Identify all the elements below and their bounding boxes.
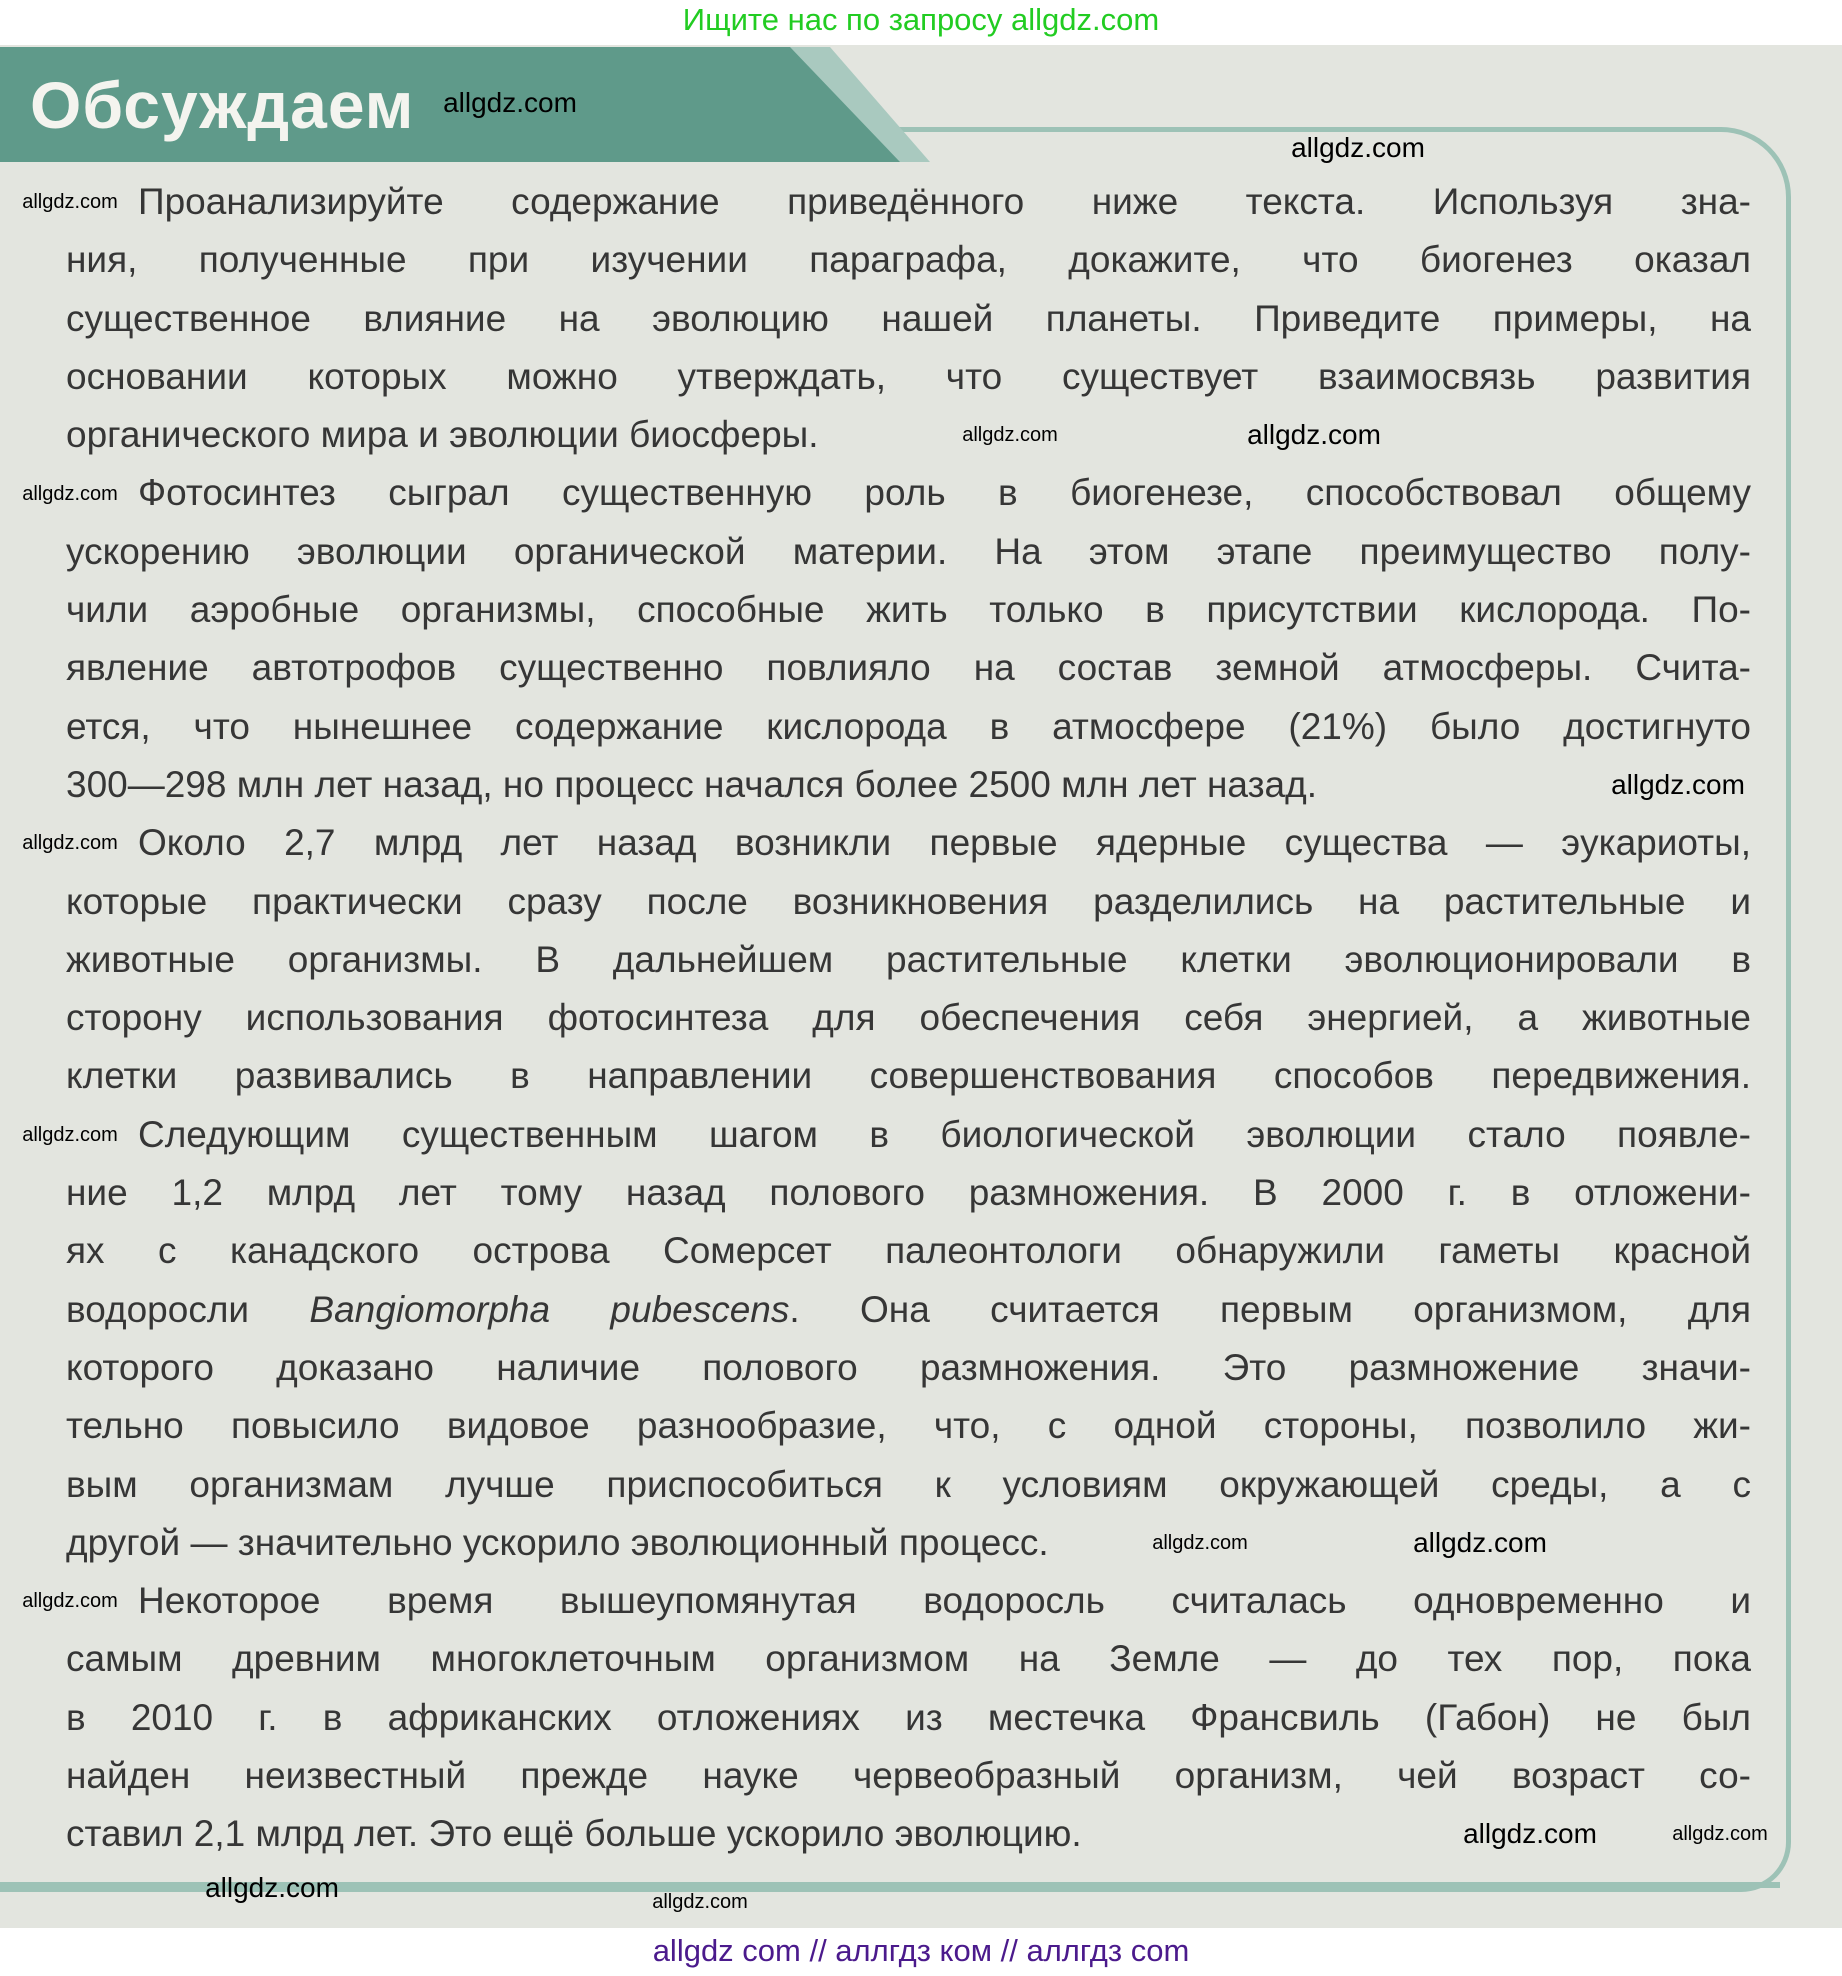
watermark: allgdz.com [962, 424, 1058, 446]
watermark: allgdz.com [1413, 1527, 1547, 1558]
watermark: allgdz.com [205, 1872, 339, 1903]
watermark: allgdz.com [1463, 1818, 1597, 1849]
watermark: allgdz.com [1152, 1532, 1248, 1554]
text-line: тельно повысило видовое разнообразие, что, с одной стороны, позволило жи- [66, 1405, 1751, 1447]
text-line: Фотосинтез сыграл существенную роль в биогенезе, способствовал общему [138, 472, 1751, 514]
text-line: Следующим существенным шагом в биологической эволюции стало появле- [138, 1113, 1751, 1155]
watermark: allgdz.com [22, 1124, 118, 1146]
watermark: allgdz.com [1247, 419, 1381, 450]
text-line: ставил 2,1 млрд лет. Это ещё больше ускорило эволюцию. [66, 1813, 1082, 1855]
text-line: сторону использования фотосинтеза для обеспечения себя энергией, а животные [66, 997, 1751, 1039]
watermark: allgdz.com [1672, 1823, 1768, 1845]
text-line [66, 1281, 1751, 1339]
text-line: которого доказано наличие полового размножения. Это размножение значи- [66, 1346, 1751, 1388]
text-line: самым древним многоклеточным организмом на Земле — до тех пор, пока [66, 1638, 1751, 1680]
text-line: Около 2,7 млрд лет назад возникли первые ядерные существа — эукариоты, [138, 822, 1751, 864]
watermark: allgdz.com [652, 1891, 748, 1913]
text-line: явление автотрофов существенно повлияло на состав земной атмосферы. Счита- [66, 647, 1751, 689]
body-text [66, 173, 1751, 1864]
species-name: Bangiomorpha pubescens [309, 1288, 790, 1330]
text-line: найден неизвестный прежде науке червеобразный организм, чей возраст со- [66, 1755, 1751, 1797]
section-title: Обсуждаем [30, 68, 415, 142]
text-line: основании которых можно утверждать, что существует взаимосвязь развития [66, 355, 1751, 397]
text-line: ется, что нынешнее содержание кислорода в атмосфере (21%) было достигнуто [66, 705, 1751, 747]
watermark: allgdz.com [22, 1590, 118, 1612]
text-line: 300—298 млн лет назад, но процесс начался более 2500 млн лет назад. [66, 763, 1317, 805]
watermark: allgdz.com [22, 191, 118, 213]
text-line: клетки развивались в направлении совершенствования способов передвижения. [66, 1055, 1751, 1097]
text-line: другой — значительно ускорило эволюционный процесс. [66, 1521, 1049, 1563]
textbook-page [0, 45, 1842, 1928]
watermark: allgdz.com [22, 483, 118, 505]
watermark: allgdz.com [443, 87, 577, 118]
text-segment: . Она считается первым организмом, для [789, 1288, 1751, 1330]
text-line: животные организмы. В дальнейшем растительные клетки эволюционировали в [66, 938, 1751, 980]
watermark: allgdz.com [1611, 769, 1745, 800]
text-line: которые практически сразу после возникновения разделились на растительные и [66, 880, 1751, 922]
watermark: allgdz.com [1291, 132, 1425, 163]
text-line: Проанализируйте содержание приведённого ниже текста. Используя зна- [138, 181, 1751, 222]
text-line: чили аэробные организмы, способные жить только в присутствии кислорода. По- [66, 589, 1751, 631]
text-line: ускорению эволюции органической материи. На этом этапе преимущество полу- [66, 530, 1751, 572]
text-line: ях с канадского острова Сомерсет палеонтологи обнаружили гаметы красной [66, 1230, 1751, 1272]
text-line: органического мира и эволюции биосферы. [66, 414, 819, 456]
search-promo-banner: Ищите нас по запросу allgdz.com [682, 2, 1160, 37]
text-line: ние 1,2 млрд лет тому назад полового размножения. В 2000 г. в отложени- [66, 1172, 1751, 1214]
text-line: существенное влияние на эволюцию нашей планеты. Приведите примеры, на [66, 297, 1751, 339]
text-line: Некоторое время вышеупомянутая водоросль считалась одновременно и [138, 1580, 1751, 1622]
text-segment: водоросли [66, 1288, 310, 1330]
text-line: в 2010 г. в африканских отложениях из местечка Франсвиль (Габон) не был [66, 1696, 1751, 1738]
footer-banner: allgdz com // аллгдз ком // аллгдз com [652, 1933, 1190, 1968]
text-line: вым организмам лучше приспособиться к условиям окружающей среды, а с [66, 1463, 1751, 1505]
watermark: allgdz.com [22, 832, 118, 854]
text-line: ния, полученные при изучении параграфа, докажите, что биогенез оказал [66, 239, 1751, 281]
